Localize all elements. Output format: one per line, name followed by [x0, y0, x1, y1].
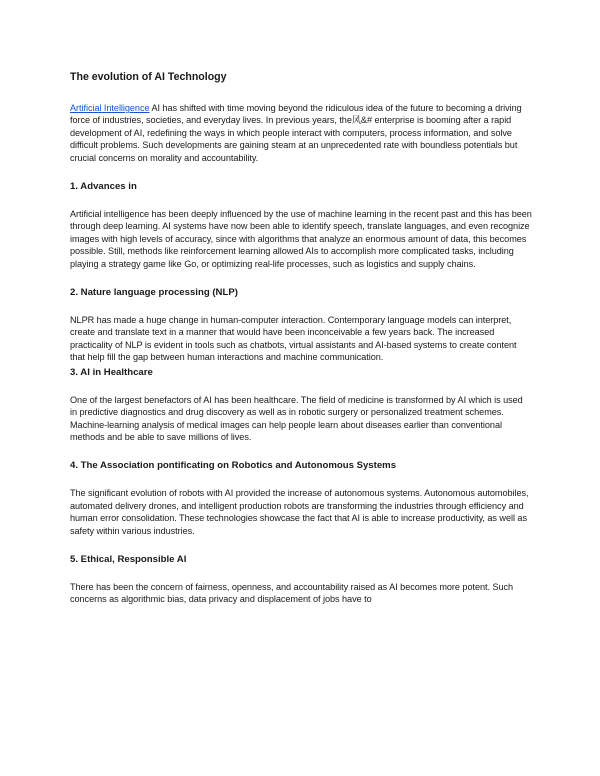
- section-heading-robotics: 4. The Association pontificating on Robotics and Autonomous Systems: [70, 460, 397, 472]
- section-heading-nlp: 2. Nature language processing (NLP): [70, 287, 238, 299]
- section-heading-ethics: 5. Ethical, Responsible AI: [70, 553, 187, 565]
- section-heading-advances: 1. Advances in: [70, 181, 137, 193]
- section-body-nlp: NLPR has made a huge change in human-computer interaction. Contemporary language models can interpret, create and translate text in a manner that would have been inconceivable a few years back. The increased practicality of NLP is evident in tools such as chatbots, virtual assistants and AI-based systems to create content that help fill the gap between human interactions and machine communication.: [70, 315, 517, 363]
- section-body-robotics: The significant evolution of robots with AI provided the increase of autonomous systems. Autonomous automobiles, automated delivery drones, and intelligent production robots are transforming the industries through efficiency and human error consolidation. These technologies showcase the fact that AI is able to increase productivity, as well as safety within various industries.: [70, 488, 529, 536]
- intro-text: AI has shifted with time moving beyond the ridiculous idea of the future to becoming a driving force of industries, societies, and everyday lives. In previous years, the风&# enterprise is booming after a rapid development of AI, redefining the ways in which people interact with computers, process information, and solve difficult problems. Such developments are gaining steam at an unprecedented rate with boundless potentials but crucial concerns on morality and accountability.: [70, 103, 522, 163]
- section-body-advances: Artificial intelligence has been deeply influenced by the use of machine learning in the recent past and this has been through deep learning. AI systems have now been able to identify speech, translate languages, and even recognize images with high levels of accuracy, since with algorithms that analyze an enormous amount of data, this becomes possible. Still, methods like reinforcement learning allowed AIs to accomplish more complicated tasks, including playing a strategy game like Go, or optimizing real-life processes, such as logistics and supply chains.: [70, 209, 532, 269]
- section-heading-healthcare: 3. AI in Healthcare: [70, 366, 153, 378]
- section-body-ethics: There has been the concern of fairness, openness, and accountability raised as AI becomes more potent. Such concerns as algorithmic bias, data privacy and displacement of jobs have to: [70, 581, 514, 605]
- document-title: The evolution of AI Technology: [70, 71, 227, 83]
- section-body-healthcare: One of the largest benefactors of AI has been healthcare. The field of medicine is transformed by AI which is used in predictive diagnostics and drug discovery as well as in robotic surgery or personalized treatment schemes. Machine-learning analysis of medical images can help people learn about diseases earlier than conventional methods and be able to save millions of lives.: [70, 394, 523, 442]
- artificial-intelligence-link[interactable]: Artificial Intelligence: [70, 103, 150, 113]
- document-content: [70, 70, 532, 606]
- intro-paragraph: [70, 102, 532, 164]
